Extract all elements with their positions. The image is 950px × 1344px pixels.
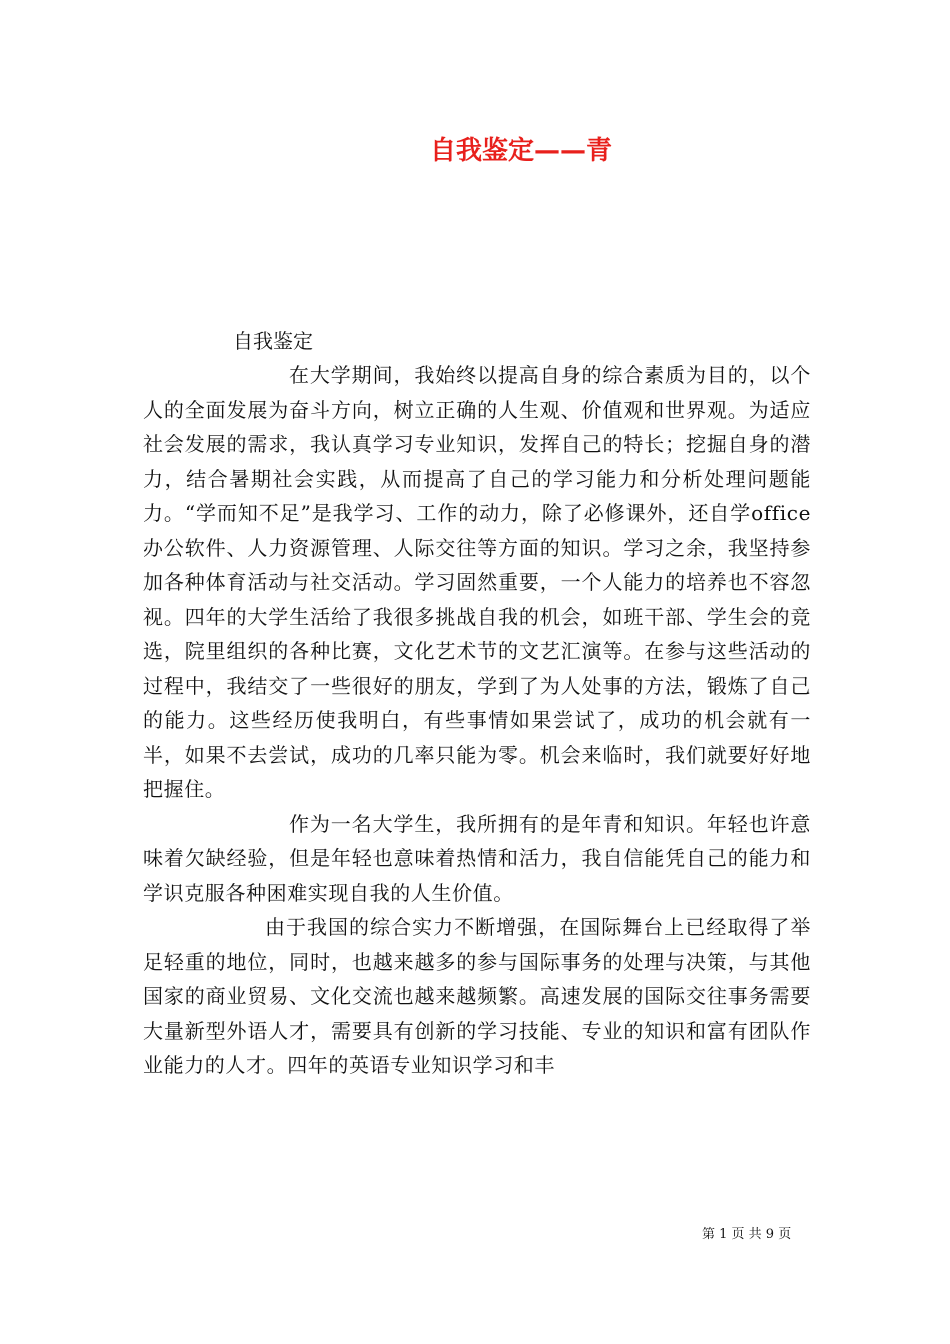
paragraph-2: 作为一名大学生，我所拥有的是年青和知识。年轻也许意味着欠缺经验，但是年轻也意味着热情和活力，我自信能凭自己的能力和学识克服各种困难实现自我的人生价值。 xyxy=(143,811,811,905)
page-number-footer: 第 1 页 共 9 页 xyxy=(702,1227,792,1242)
document-body xyxy=(143,358,811,1083)
paragraph-3: 由于我国的综合实力不断增强，在国际舞台上已经取得了举足轻重的地位，同时，也越来越多的参与国际事务的处理与决策，与其他国家的商业贸易、文化交流也越来越频繁。高速发展的国际交往事务需要大量新型外语人才，需要具有创新的学习技能、专业的知识和富有团队作业能力的人才。四年的英语专业知识学习和丰 xyxy=(143,915,811,1077)
paragraph-1: 在大学期间，我始终以提高自身的综合素质为目的，以个人的全面发展为奋斗方向，树立正确的人生观、价值观和世界观。为适应社会发展的需求，我认真学习专业知识，发挥自己的特长；挖掘自身的潜力，结合暑期社会实践，从而提高了自己的学习能力和分析处理问题能力。“学而知不足”是我学习、工作的动力，除了必修课外，还自学office办公软件、人力资源管理、人际交往等方面的知识。学习之余，我坚持参加各种体育活动与社交活动。学习固然重要，一个人能力的培养也不容忽视。四年的大学生活给了我很多挑战自我的机会，如班干部、学生会的竞选，院里组织的各种比赛，文化艺术节的文艺汇演等。在参与这些活动的过程中，我结交了一些很好的朋友，学到了为人处事的方法，锻炼了自己的能力。这些经历使我明白，有些事情如果尝试了，成功的机会就有一半，如果不去尝试，成功的几率只能为零。机会来临时，我们就要好好地把握住。 xyxy=(143,363,811,801)
section-heading: 自我鉴定 xyxy=(233,329,313,353)
document-title: 自我鉴定——青 xyxy=(429,136,612,166)
